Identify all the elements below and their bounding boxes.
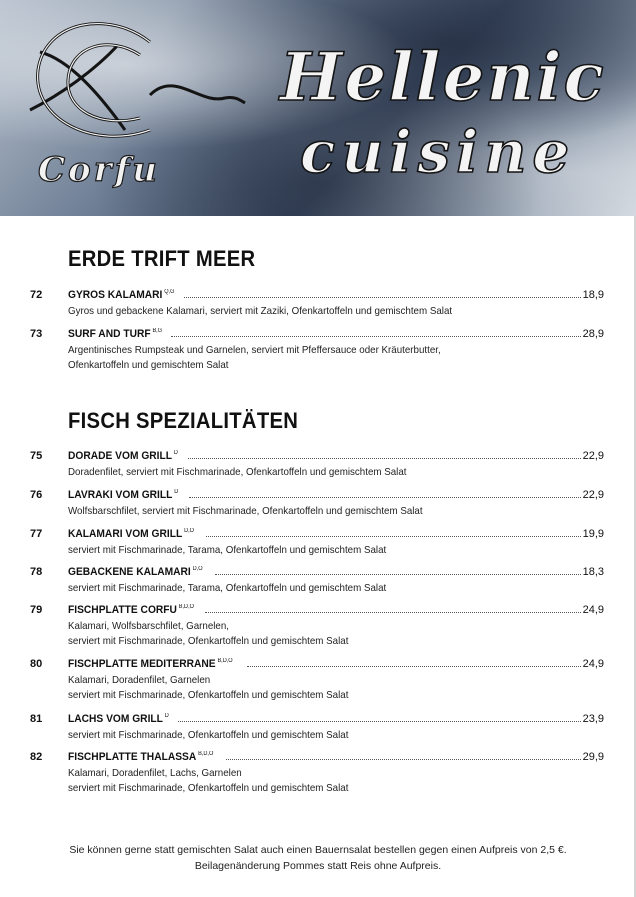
item-name: LACHS VOM GRILL	[68, 713, 163, 725]
item-description: Kalamari, Doradenfilet, Lachs, Garnelen	[68, 767, 242, 779]
item-description: Kalamari, Doradenfilet, Garnelen	[68, 674, 211, 686]
item-price: 29,9	[582, 751, 604, 763]
item-price: 22,9	[582, 489, 604, 501]
section-title-fisch-spezialitaeten: FISCH SPEZIALITÄTEN	[68, 408, 299, 433]
item-description: serviert mit Fischmarinade, Ofenkartoffeln und gemischtem Salat	[68, 689, 349, 701]
item-name: KALAMARI VOM GRILL	[68, 528, 183, 540]
dot-leader	[189, 496, 581, 498]
item-number: 76	[30, 489, 43, 501]
item-description: serviert mit Fischmarinade, Tarama, Ofenkartoffeln und gemischtem Salat	[68, 582, 387, 594]
item-number: 78	[30, 566, 43, 578]
item-price: 22,9	[582, 450, 604, 462]
item-price: 28,9	[582, 328, 604, 340]
item-number: 77	[30, 528, 43, 540]
item-name: LAVRAKI VOM GRILL	[68, 489, 173, 501]
footer-line-sides: Beilagenänderung Pommes statt Reis ohne Aufpreis.	[194, 860, 442, 872]
allergen-codes: B,D,O	[217, 658, 233, 665]
item-name: FISCHPLATTE THALASSA	[68, 751, 197, 763]
logo-text: Corfu	[38, 150, 160, 190]
item-name: GEBACKENE KALAMARI	[68, 566, 191, 578]
item-description: serviert mit Fischmarinade, Ofenkartoffeln und gemischtem Salat	[68, 782, 349, 794]
item-price: 23,9	[582, 713, 604, 725]
allergen-codes: D	[174, 489, 179, 496]
item-number: 75	[30, 450, 43, 462]
allergen-codes: D,O	[192, 566, 203, 573]
item-description: serviert mit Fischmarinade, Tarama, Ofenkartoffeln und gemischtem Salat	[68, 544, 387, 556]
dot-leader	[205, 611, 580, 613]
dot-leader	[188, 457, 580, 459]
dot-leader	[184, 296, 580, 298]
item-number: 80	[30, 658, 43, 670]
item-number: 79	[30, 604, 43, 616]
item-description: Kalamari, Wolfsbarschfilet, Garnelen,	[68, 620, 230, 632]
dot-leader	[171, 335, 580, 337]
item-description: serviert mit Fischmarinade, Ofenkartoffeln und gemischtem Salat	[68, 635, 349, 647]
footer-note	[0, 842, 636, 874]
item-number: 72	[30, 289, 43, 301]
item-description: serviert mit Fischmarinade, Ofenkartoffeln und gemischtem Salat	[68, 729, 349, 741]
item-description: Ofenkartoffeln und gemischtem Salat	[68, 359, 229, 371]
dot-leader	[226, 758, 580, 760]
item-number: 73	[30, 328, 43, 340]
dot-leader	[206, 535, 581, 537]
allergen-codes: B,G	[152, 328, 163, 335]
item-price: 19,9	[582, 528, 604, 540]
item-price: 18,9	[582, 289, 604, 301]
allergen-codes: D	[173, 450, 178, 457]
footer-line-salad: Sie können gerne statt gemischten Salat auch einen Bauernsalat bestellen gegen einen Aufpreis von 2,5 €.	[69, 844, 567, 856]
header-banner	[0, 0, 636, 216]
title-cuisine: cuisine	[300, 118, 576, 186]
section-title-erde-trift-meer: ERDE TRIFT MEER	[68, 246, 256, 271]
item-name: FISCHPLATTE MEDITERRANE	[68, 658, 216, 670]
allergen-codes: D	[164, 713, 169, 720]
item-price: 18,3	[582, 566, 604, 578]
item-price: 24,9	[582, 658, 604, 670]
item-number: 82	[30, 751, 43, 763]
item-description: Argentinisches Rumpsteak und Garnelen, serviert mit Pfeffersauce oder Kräuterbutter,	[68, 344, 441, 356]
item-description: Gyros und gebackene Kalamari, serviert mit Zaziki, Ofenkartoffeln und gemischtem Salat	[68, 305, 453, 317]
item-name: GYROS KALAMARI	[68, 289, 163, 301]
item-price: 24,9	[582, 604, 604, 616]
item-name: DORADE VOM GRILL	[68, 450, 173, 462]
allergen-codes: D,O	[184, 528, 195, 535]
dot-leader	[178, 720, 580, 722]
allergen-codes: B,D,O	[178, 604, 194, 611]
item-number: 81	[30, 713, 43, 725]
item-description: Wolfsbarschfilet, serviert mit Fischmarinade, Ofenkartoffeln und gemischtem Salat	[68, 505, 423, 517]
dot-leader	[215, 573, 581, 575]
allergen-codes: Q,G	[164, 289, 175, 296]
item-description: Doradenfilet, serviert mit Fischmarinade, Ofenkartoffeln und gemischtem Salat	[68, 466, 407, 478]
item-name: FISCHPLATTE CORFU	[68, 604, 177, 616]
title-hellenic: Hellenic	[280, 38, 606, 116]
allergen-codes: B,D,O	[198, 751, 214, 758]
dot-leader	[247, 665, 581, 667]
item-name: SURF AND TURF	[68, 328, 151, 340]
